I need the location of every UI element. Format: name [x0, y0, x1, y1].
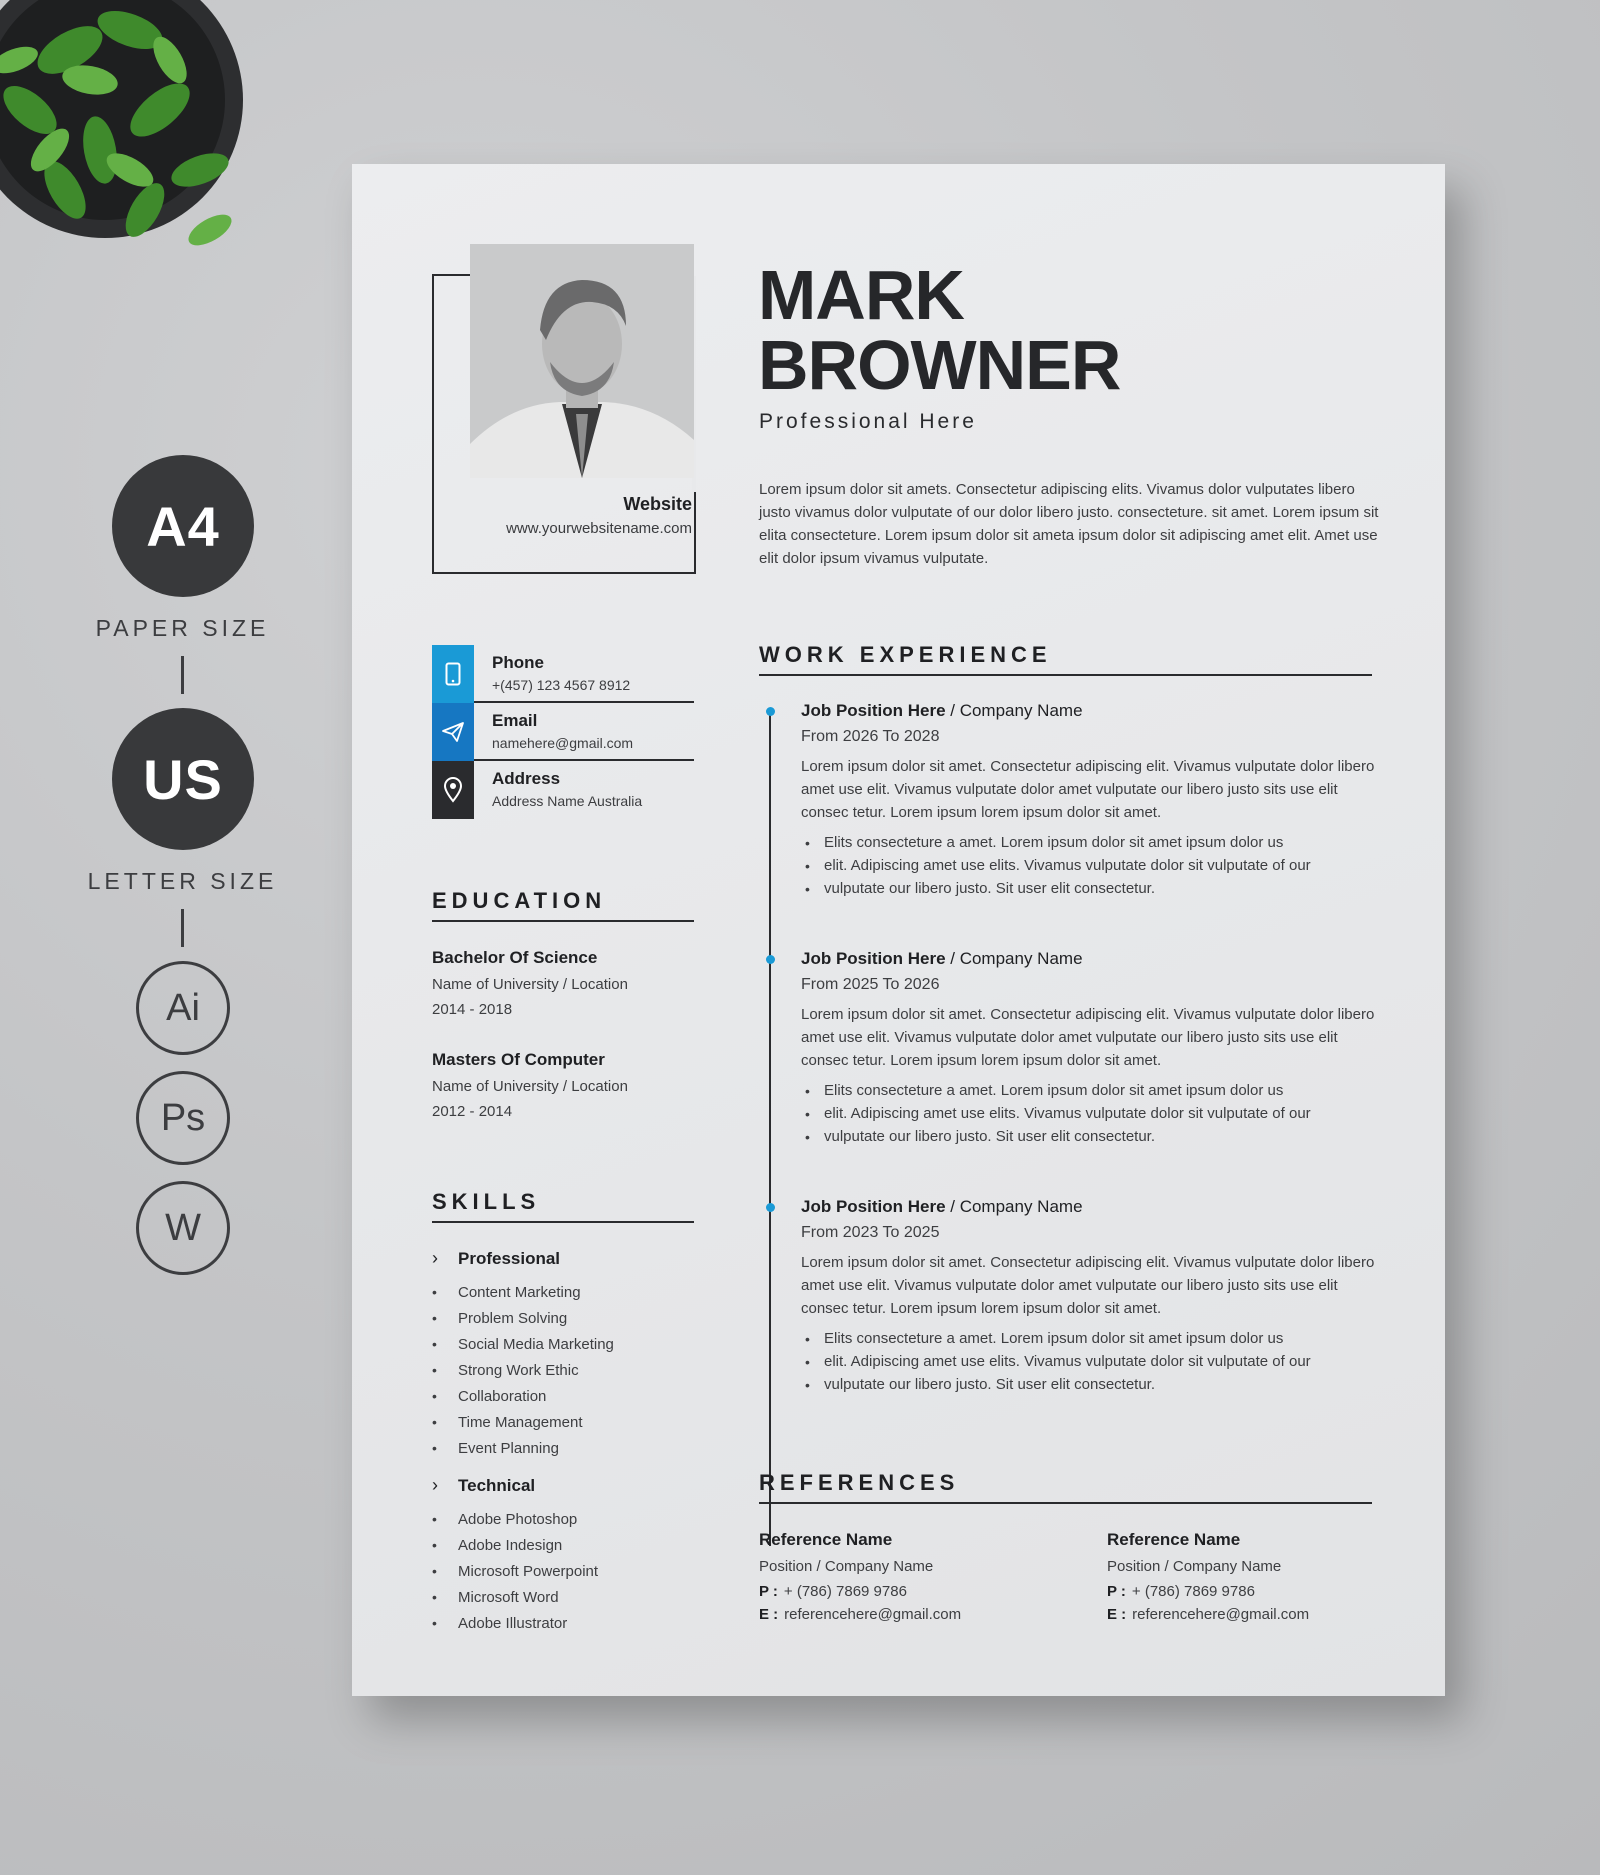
- job-title: Job Position Here / Company Name: [801, 1197, 1083, 1216]
- contact-address-title: Address: [492, 769, 561, 788]
- candidate-name: [758, 256, 1121, 404]
- job-dates: From 2025 To 2026: [801, 976, 940, 993]
- job-bullet: • vulputate our libero justo. Sit user elit consectetur.: [805, 1128, 1156, 1145]
- contact-phone: [432, 645, 694, 703]
- job-bullet: • vulputate our libero justo. Sit user elit consectetur.: [805, 880, 1156, 897]
- badge-connector: [181, 656, 184, 694]
- reference-name: Reference Name: [759, 1530, 893, 1549]
- education-school: Name of University / Location: [432, 976, 628, 993]
- contact-email-title: Email: [492, 711, 538, 730]
- website-url[interactable]: www.yourwebsitename.com: [506, 520, 692, 537]
- letter-size-label: LETTER SIZE: [87, 868, 278, 894]
- reference-phone: P : + (786) 7869 9786: [759, 1583, 907, 1600]
- job-bullet: • elit. Adipiscing amet use elits. Vivamus vulputate dolor sit vulputate of our: [805, 857, 1311, 874]
- job-bullet: • elit. Adipiscing amet use elits. Vivamus vulputate dolor sit vulputate of our: [805, 1105, 1311, 1122]
- education-degree: Masters Of Computer: [432, 1050, 605, 1069]
- candidate-role: Professional Here: [759, 410, 977, 433]
- skill-group-title: Technical: [458, 1475, 536, 1495]
- timeline-dot: [766, 707, 775, 716]
- work-experience-heading: WORK EXPERIENCE: [759, 642, 1372, 676]
- education-years: 2014 - 2018: [432, 1001, 513, 1018]
- job-bullets: [801, 1079, 1381, 1148]
- job-bullet: • Elits consecteture a amet. Lorem ipsum dolor sit amet ipsum dolor us: [805, 1330, 1284, 1347]
- skill-item: • Time Management: [432, 1413, 583, 1431]
- illustrator-badge: Ai: [136, 961, 230, 1055]
- contact-address-value: Address Name Australia: [492, 793, 643, 809]
- skill-group-technical: [432, 1475, 694, 1496]
- education-heading: EDUCATION: [432, 888, 694, 922]
- skill-item: • Content Marketing: [432, 1283, 581, 1301]
- map-pin-icon: [432, 761, 474, 819]
- portrait-silhouette-icon: [470, 244, 694, 478]
- contact-phone-title: Phone: [492, 653, 544, 672]
- phone-icon: [432, 645, 474, 703]
- skill-item: • Microsoft Word: [432, 1588, 559, 1606]
- job-bullets: [801, 1327, 1381, 1396]
- word-badge: W: [136, 1181, 230, 1275]
- job-bullet: • Elits consecteture a amet. Lorem ipsum dolor sit amet ipsum dolor us: [805, 1082, 1284, 1099]
- reference-card: [1107, 1530, 1427, 1623]
- name-first: MARK: [758, 256, 964, 334]
- skills-list: [432, 1248, 694, 1636]
- references-heading: REFERENCES: [759, 1470, 1372, 1504]
- paper-size-label: PAPER SIZE: [95, 615, 270, 641]
- reference-email[interactable]: E : referencehere@gmail.com: [759, 1606, 962, 1623]
- job-description: Lorem ipsum dolor sit amet. Consectetur adipiscing elit. Vivamus vulputate dolor libero amet use elit. Vivamus vulputate dolor amet vulputate our libero justo sits use elit consec tetur. Lorem ipsum lorem ipsum dolor sit amet.: [801, 1006, 1375, 1069]
- timeline-line: [769, 712, 771, 1546]
- website-label: Website: [623, 494, 692, 514]
- skill-item: • Social Media Marketing: [432, 1335, 614, 1353]
- us-badge: US: [112, 708, 254, 850]
- job-description: Lorem ipsum dolor sit amet. Consectetur adipiscing elit. Vivamus vulputate dolor libero amet use elit. Vivamus vulputate dolor amet vulputate our libero justo sits use elit consec tetur. Lorem ipsum lorem ipsum dolor sit amet.: [801, 758, 1375, 821]
- skill-item: • Adobe Photoshop: [432, 1510, 578, 1528]
- education-item: [432, 1050, 694, 1120]
- job-bullets: [801, 831, 1381, 900]
- job-description: Lorem ipsum dolor sit amet. Consectetur adipiscing elit. Vivamus vulputate dolor libero amet use elit. Vivamus vulputate dolor amet vulputate our libero justo sits use elit consec tetur. Lorem ipsum lorem ipsum dolor sit amet.: [801, 1254, 1375, 1317]
- paper-plane-icon: [432, 703, 474, 761]
- reference-card: [759, 1530, 1079, 1623]
- timeline-dot: [766, 1203, 775, 1212]
- a4-badge: A4: [112, 455, 254, 597]
- skill-item: • Event Planning: [432, 1439, 559, 1457]
- job-dates: From 2026 To 2028: [801, 728, 940, 745]
- job-entry: [801, 1197, 1381, 1396]
- reference-position: Position / Company Name: [1107, 1558, 1282, 1575]
- skill-item: • Problem Solving: [432, 1309, 568, 1327]
- reference-name: Reference Name: [1107, 1530, 1241, 1549]
- reference-position: Position / Company Name: [759, 1558, 934, 1575]
- job-title: Job Position Here / Company Name: [801, 949, 1083, 968]
- photoshop-badge: Ps: [136, 1071, 230, 1165]
- education-school: Name of University / Location: [432, 1078, 628, 1095]
- skill-item: • Adobe Illustrator: [432, 1614, 568, 1632]
- job-bullet: • elit. Adipiscing amet use elits. Vivamus vulputate dolor sit vulputate of our: [805, 1353, 1311, 1370]
- skill-group-title: Professional: [458, 1248, 561, 1268]
- education-years: 2012 - 2014: [432, 1103, 513, 1120]
- job-bullet: • Elits consecteture a amet. Lorem ipsum dolor sit amet ipsum dolor us: [805, 834, 1284, 851]
- education-degree: Bachelor Of Science: [432, 948, 598, 967]
- education-item: [432, 948, 694, 1018]
- job-entry: [801, 701, 1381, 900]
- skill-item: • Adobe Indesign: [432, 1536, 563, 1554]
- name-last: BROWNER: [758, 326, 1121, 404]
- format-badges: [80, 455, 285, 1291]
- skill-item: • Strong Work Ethic: [432, 1361, 579, 1379]
- job-dates: From 2023 To 2025: [801, 1224, 940, 1241]
- badge-connector: [181, 909, 184, 947]
- skill-item: • Collaboration: [432, 1387, 547, 1405]
- job-bullet: • vulputate our libero justo. Sit user elit consectetur.: [805, 1376, 1156, 1393]
- profile-summary: Lorem ipsum dolor sit amets. Consectetur adipiscing elits. Vivamus dolor vulputates libero justo vivamus dolor vulputate of our dolor libero justo. consecteture. sit amet. Lorem ipsum sit elita consecteture. Lorem ipsum dolor sit ameta ipsum dolor sit adipiscing amet elit. Amet use elit dolor ipsum vivamus vulputate.: [759, 481, 1379, 567]
- contact-block: [432, 645, 694, 819]
- job-title: Job Position Here / Company Name: [801, 701, 1083, 720]
- reference-phone: P : + (786) 7869 9786: [1107, 1583, 1255, 1600]
- job-entry: [801, 949, 1381, 1148]
- chevron-right-icon: ›: [432, 1248, 438, 1268]
- skill-group-professional: [432, 1248, 694, 1269]
- skills-heading: SKILLS: [432, 1189, 694, 1223]
- contact-email: [432, 703, 694, 761]
- contact-phone-value[interactable]: +(457) 123 4567 8912: [492, 677, 631, 693]
- contact-address: [432, 761, 694, 819]
- contact-email-value[interactable]: namehere@gmail.com: [492, 735, 634, 751]
- potted-plant-image: [0, 0, 270, 320]
- timeline-dot: [766, 955, 775, 964]
- chevron-right-icon: ›: [432, 1475, 438, 1495]
- profile-photo: [470, 244, 694, 478]
- reference-email[interactable]: E : referencehere@gmail.com: [1107, 1606, 1310, 1623]
- skill-item: • Microsoft Powerpoint: [432, 1562, 599, 1580]
- resume-page: [352, 164, 1445, 1696]
